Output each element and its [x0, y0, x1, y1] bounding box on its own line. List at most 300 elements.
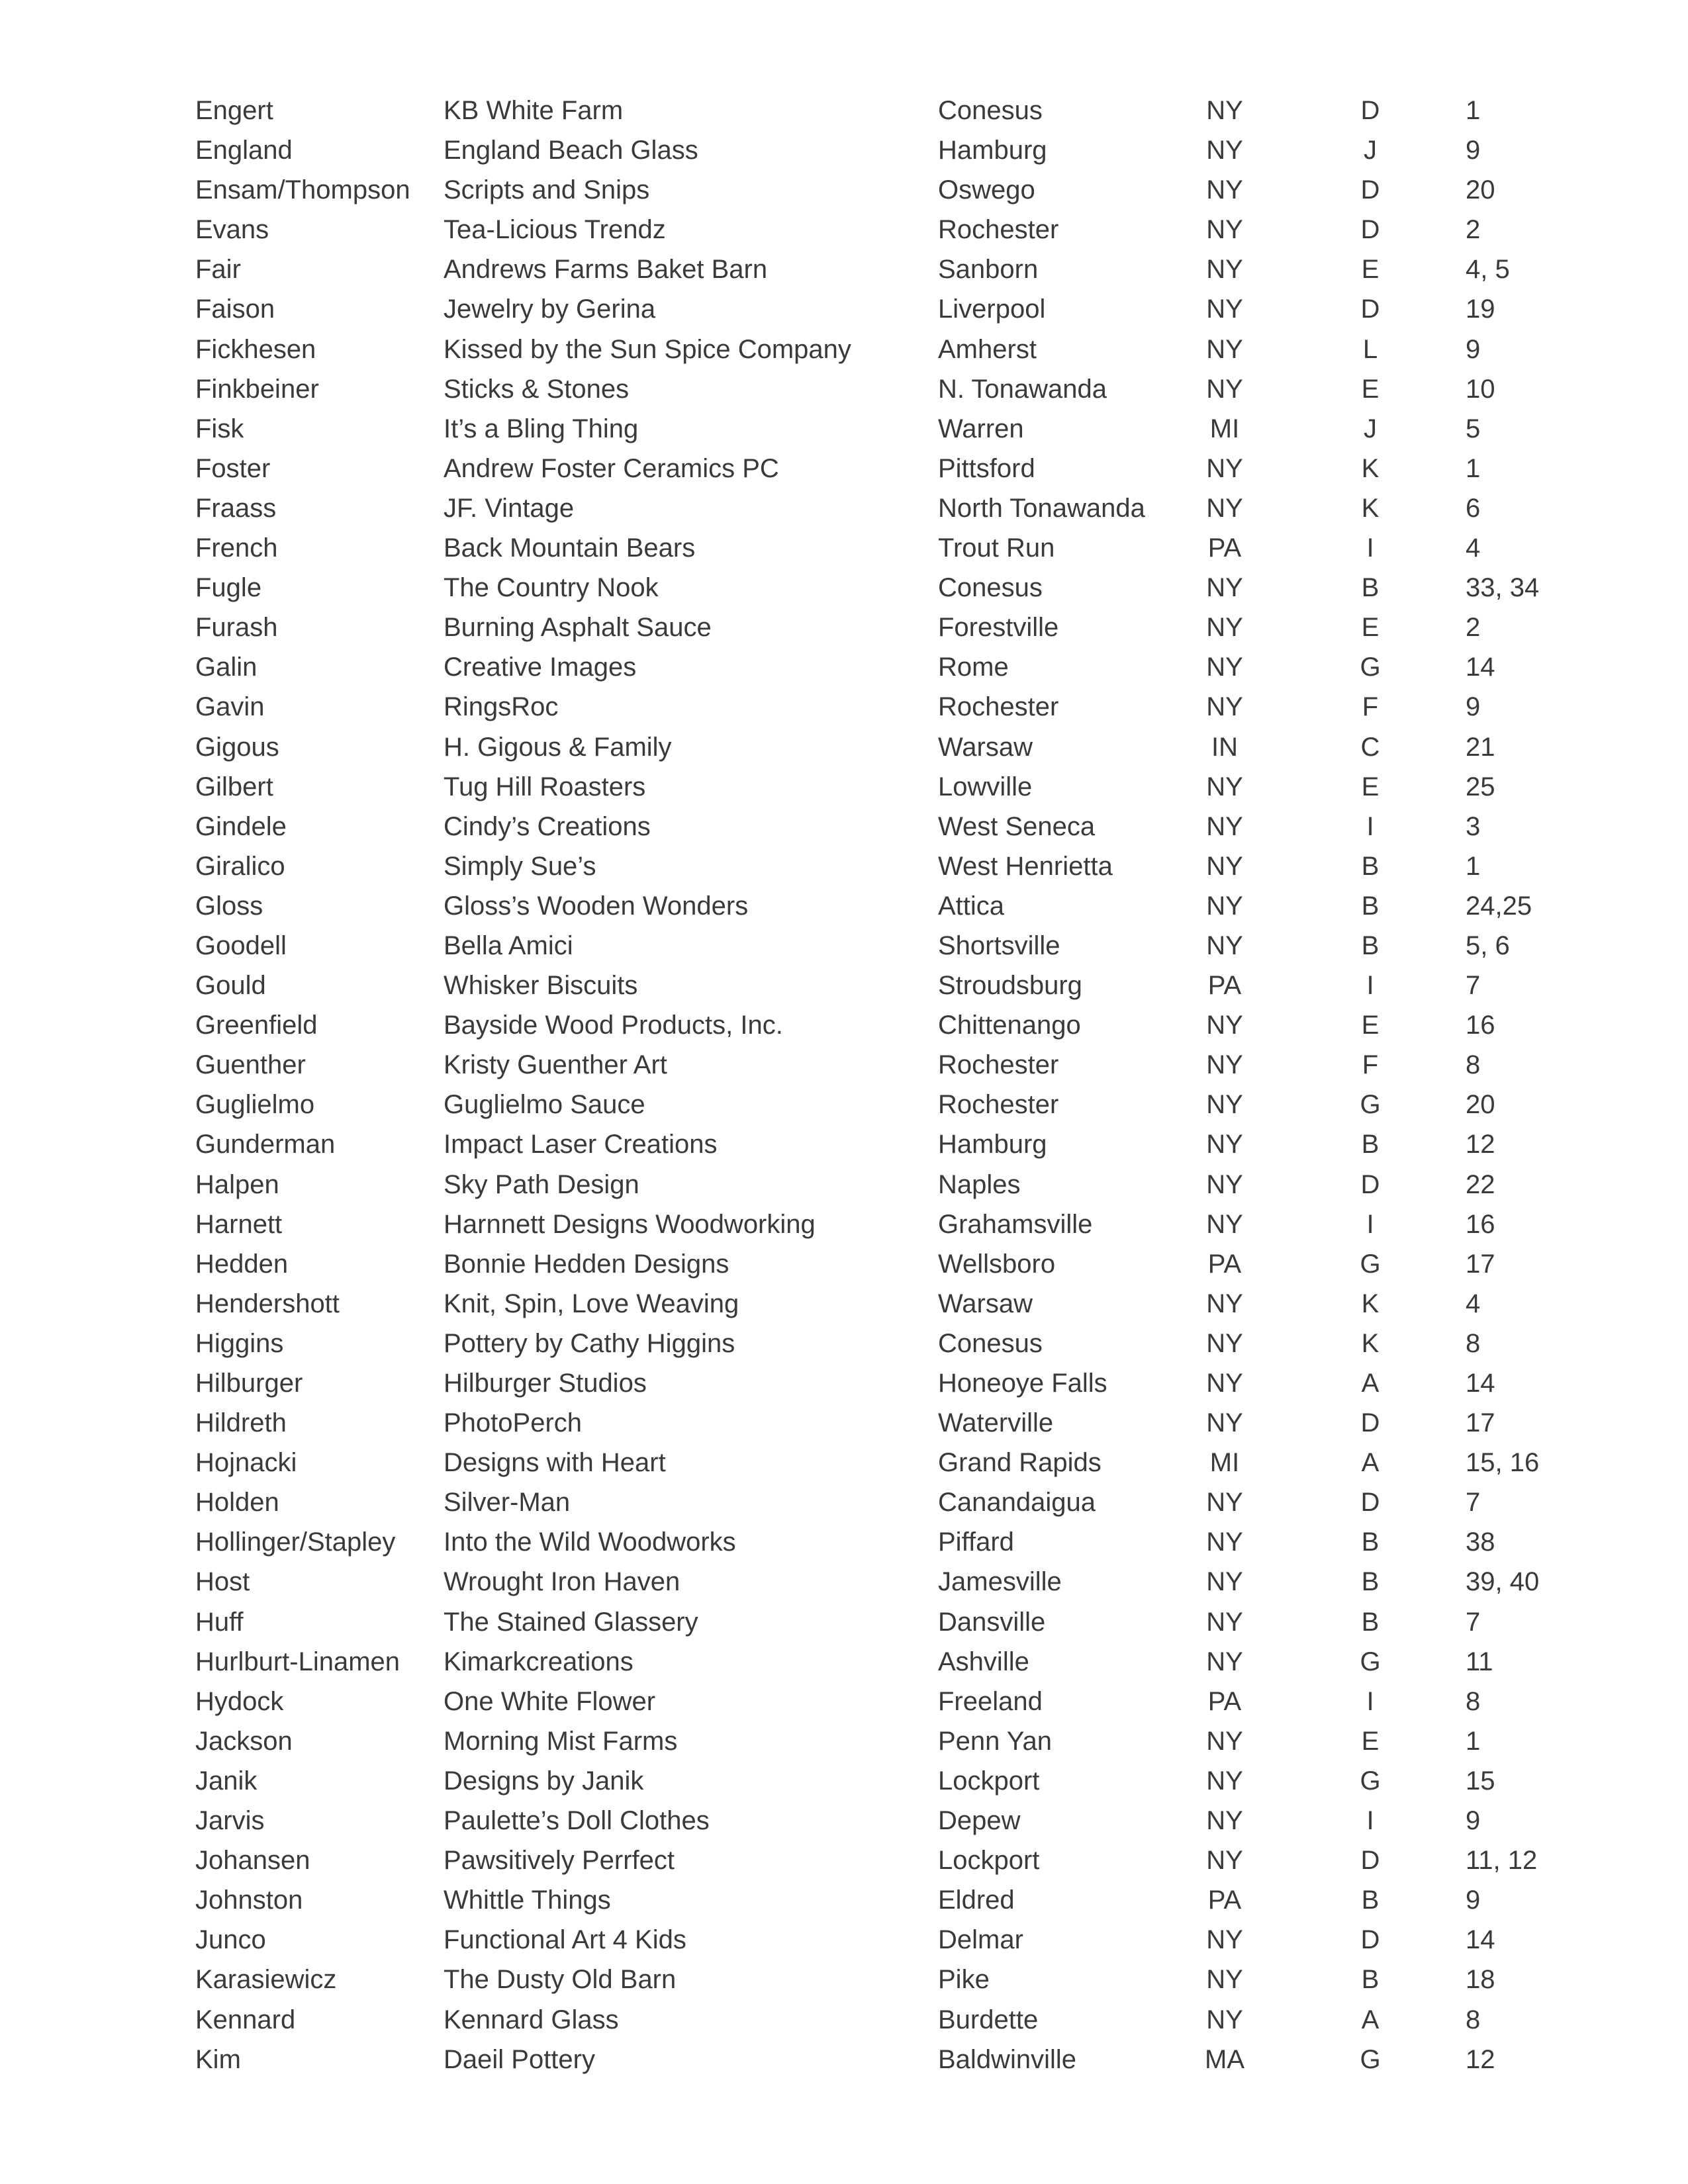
vendor-city: Attica [938, 891, 1005, 921]
vendor-business-name: Creative Images [444, 653, 637, 682]
vendor-row [0, 1005, 1688, 1045]
vendor-aisle: G [1360, 1647, 1381, 1676]
vendor-aisle: B [1361, 891, 1380, 921]
vendor-booth: 1 [1466, 453, 1481, 483]
vendor-aisle: B [1361, 573, 1380, 603]
vendor-business-name: RingsRoc [444, 692, 559, 722]
vendor-aisle: B [1361, 1886, 1380, 1915]
vendor-row [0, 1642, 1688, 1682]
vendor-state: NY [1206, 1607, 1243, 1637]
vendor-booth: 8 [1466, 1328, 1481, 1358]
vendor-last-name: Gloss [195, 891, 263, 921]
vendor-business-name: Daeil Pottery [444, 2044, 595, 2074]
vendor-business-name: The Country Nook [444, 573, 659, 603]
vendor-booth: 20 [1466, 1090, 1495, 1120]
vendor-booth: 14 [1466, 653, 1495, 682]
vendor-state: NY [1206, 295, 1243, 324]
vendor-aisle: F [1362, 1050, 1379, 1080]
vendor-aisle: C [1360, 732, 1380, 762]
vendor-row [0, 369, 1688, 409]
vendor-city: Pittsford [938, 453, 1035, 483]
vendor-booth: 1 [1466, 1726, 1481, 1756]
vendor-city: Stroudsburg [938, 971, 1082, 1001]
vendor-last-name: Holden [195, 1488, 279, 1518]
vendor-last-name: Halpen [195, 1169, 279, 1199]
vendor-last-name: Gavin [195, 692, 265, 722]
vendor-business-name: Whisker Biscuits [444, 971, 638, 1001]
vendor-row [0, 1682, 1688, 1721]
vendor-last-name: Foster [195, 453, 271, 483]
vendor-last-name: Ensam/Thompson [195, 175, 410, 205]
vendor-last-name: Karasiewicz [195, 1965, 337, 1995]
vendor-aisle: D [1360, 215, 1380, 245]
vendor-aisle: I [1366, 971, 1374, 1001]
vendor-state: PA [1207, 1686, 1242, 1716]
vendor-aisle: G [1360, 2044, 1381, 2074]
vendor-last-name: Fisk [195, 414, 244, 443]
vendor-row [0, 1920, 1688, 1960]
vendor-city: Liverpool [938, 295, 1046, 324]
vendor-business-name: Functional Art 4 Kids [444, 1925, 686, 1955]
vendor-aisle: I [1366, 811, 1374, 841]
vendor-city: Wellsboro [938, 1249, 1056, 1279]
vendor-city: Shortsville [938, 931, 1060, 960]
vendor-aisle: E [1361, 772, 1380, 801]
vendor-aisle: B [1361, 851, 1380, 881]
vendor-state: NY [1206, 1090, 1243, 1120]
vendor-booth: 9 [1466, 1886, 1481, 1915]
vendor-row [0, 2040, 1688, 2079]
vendor-business-name: Simply Sue’s [444, 851, 596, 881]
vendor-state: NY [1206, 1806, 1243, 1836]
vendor-booth: 14 [1466, 1925, 1495, 1955]
vendor-booth: 5 [1466, 414, 1481, 443]
vendor-row [0, 1324, 1688, 1363]
vendor-row [0, 687, 1688, 727]
vendor-city: Hamburg [938, 136, 1047, 165]
vendor-booth: 17 [1466, 1249, 1495, 1279]
vendor-booth: 24,25 [1466, 891, 1532, 921]
vendor-booth: 21 [1466, 732, 1495, 762]
vendor-aisle: B [1361, 1567, 1380, 1597]
vendor-last-name: Fugle [195, 573, 262, 603]
vendor-city: Warsaw [938, 1289, 1033, 1318]
vendor-state: NY [1206, 334, 1243, 364]
vendor-booth: 16 [1466, 1011, 1495, 1040]
vendor-row [0, 1562, 1688, 1602]
vendor-business-name: Morning Mist Farms [444, 1726, 678, 1756]
vendor-business-name: Burning Asphalt Sauce [444, 613, 712, 643]
vendor-aisle: D [1360, 1408, 1380, 1438]
vendor-row [0, 966, 1688, 1005]
vendor-row [0, 1205, 1688, 1244]
vendor-city: Hamburg [938, 1130, 1047, 1160]
vendor-state: NY [1206, 573, 1243, 603]
vendor-row [0, 926, 1688, 966]
vendor-business-name: Sky Path Design [444, 1169, 639, 1199]
vendor-aisle: I [1366, 1209, 1374, 1239]
vendor-state: NY [1206, 136, 1243, 165]
vendor-city: Naples [938, 1169, 1021, 1199]
vendor-aisle: A [1361, 1448, 1380, 1478]
vendor-state: NY [1206, 493, 1243, 523]
vendor-booth: 15 [1466, 1766, 1495, 1796]
vendor-row [0, 409, 1688, 449]
vendor-business-name: Bayside Wood Products, Inc. [444, 1011, 783, 1040]
vendor-booth: 18 [1466, 1965, 1495, 1995]
vendor-last-name: Gigous [195, 732, 279, 762]
vendor-state: NY [1206, 96, 1243, 125]
vendor-booth: 2 [1466, 215, 1481, 245]
vendor-booth: 11, 12 [1466, 1846, 1538, 1876]
vendor-business-name: Kennard Glass [444, 2005, 619, 2034]
vendor-row [0, 568, 1688, 608]
vendor-booth: 6 [1466, 493, 1481, 523]
vendor-booth: 7 [1466, 1607, 1481, 1637]
vendor-row [0, 1284, 1688, 1324]
vendor-last-name: Fraass [195, 493, 277, 523]
vendor-city: Waterville [938, 1408, 1054, 1438]
vendor-row [0, 210, 1688, 250]
vendor-state: NY [1206, 613, 1243, 643]
vendor-row [0, 807, 1688, 846]
vendor-aisle: D [1360, 1488, 1380, 1518]
vendor-aisle: K [1361, 1289, 1380, 1318]
vendor-state: IN [1211, 732, 1238, 762]
vendor-last-name: Hydock [195, 1686, 284, 1716]
vendor-state: NY [1206, 851, 1243, 881]
vendor-state: NY [1206, 1369, 1243, 1398]
vendor-state: NY [1206, 772, 1243, 801]
vendor-state: NY [1206, 1846, 1243, 1876]
vendor-city: Jamesville [938, 1567, 1062, 1597]
vendor-state: PA [1207, 1249, 1242, 1279]
vendor-booth: 4 [1466, 1289, 1481, 1318]
vendor-city: Honeoye Falls [938, 1369, 1107, 1398]
vendor-business-name: The Stained Glassery [444, 1607, 698, 1637]
vendor-business-name: Guglielmo Sauce [444, 1090, 645, 1120]
vendor-city: Amherst [938, 334, 1037, 364]
vendor-state: PA [1207, 971, 1242, 1001]
vendor-row [0, 1482, 1688, 1522]
vendor-aisle: G [1360, 653, 1381, 682]
vendor-last-name: Jackson [195, 1726, 293, 1756]
vendor-row [0, 250, 1688, 289]
vendor-aisle: D [1360, 1925, 1380, 1955]
vendor-state: NY [1206, 1647, 1243, 1676]
vendor-booth: 1 [1466, 851, 1481, 881]
vendor-last-name: Greenfield [195, 1011, 318, 1040]
vendor-state: NY [1206, 1488, 1243, 1518]
vendor-state: NY [1206, 215, 1243, 245]
vendor-business-name: Andrews Farms Baket Barn [444, 255, 768, 285]
vendor-row [0, 1443, 1688, 1482]
vendor-last-name: Junco [195, 1925, 266, 1955]
vendor-state: NY [1206, 255, 1243, 285]
vendor-last-name: Host [195, 1567, 250, 1597]
vendor-row [0, 767, 1688, 807]
vendor-aisle: F [1362, 692, 1379, 722]
vendor-business-name: Wrought Iron Haven [444, 1567, 680, 1597]
vendor-booth: 9 [1466, 692, 1481, 722]
vendor-aisle: B [1361, 931, 1380, 960]
vendor-row [0, 1124, 1688, 1164]
vendor-booth: 9 [1466, 1806, 1481, 1836]
vendor-aisle: B [1361, 1527, 1380, 1557]
vendor-last-name: Gould [195, 971, 266, 1001]
vendor-state: MI [1209, 414, 1240, 443]
vendor-booth: 19 [1466, 295, 1495, 324]
vendor-last-name: Hilburger [195, 1369, 303, 1398]
vendor-city: Rochester [938, 1050, 1059, 1080]
vendor-last-name: Kim [195, 2044, 241, 2074]
vendor-booth: 12 [1466, 1130, 1495, 1160]
vendor-city: Trout Run [938, 533, 1055, 563]
vendor-business-name: England Beach Glass [444, 136, 698, 165]
vendor-state: NY [1206, 653, 1243, 682]
vendor-last-name: Hurlburt-Linamen [195, 1647, 400, 1676]
vendor-city: N. Tonawanda [938, 374, 1107, 404]
vendor-business-name: Pawsitively Perrfect [444, 1846, 675, 1876]
vendor-city: Forestville [938, 613, 1059, 643]
vendor-row [0, 1085, 1688, 1124]
vendor-last-name: Gunderman [195, 1130, 336, 1160]
vendor-booth: 1 [1466, 96, 1481, 125]
vendor-last-name: Gilbert [195, 772, 273, 801]
vendor-business-name: Jewelry by Gerina [444, 295, 656, 324]
vendor-row [0, 1165, 1688, 1205]
vendor-business-name: Andrew Foster Ceramics PC [444, 453, 779, 483]
vendor-row [0, 1761, 1688, 1801]
vendor-row [0, 1244, 1688, 1284]
vendor-booth: 9 [1466, 334, 1481, 364]
vendor-business-name: Kissed by the Sun Spice Company [444, 334, 851, 364]
vendor-booth: 4 [1466, 533, 1481, 563]
vendor-business-name: H. Gigous & Family [444, 732, 672, 762]
vendor-city: Eldred [938, 1886, 1015, 1915]
vendor-city: Lockport [938, 1846, 1040, 1876]
vendor-state: MI [1209, 1448, 1240, 1478]
vendor-aisle: A [1361, 1369, 1380, 1398]
vendor-city: Grand Rapids [938, 1448, 1102, 1478]
vendor-business-name: Into the Wild Woodworks [444, 1527, 736, 1557]
vendor-state: NY [1206, 931, 1243, 960]
vendor-row [0, 1721, 1688, 1761]
vendor-city: Piffard [938, 1527, 1014, 1557]
vendor-last-name: Hollinger/Stapley [195, 1527, 396, 1557]
vendor-business-name: Cindy’s Creations [444, 811, 651, 841]
vendor-row [0, 846, 1688, 886]
vendor-booth: 10 [1466, 374, 1495, 404]
vendor-aisle: D [1360, 175, 1380, 205]
vendor-state: NY [1206, 891, 1243, 921]
vendor-row [0, 170, 1688, 210]
vendor-row [0, 1960, 1688, 1999]
vendor-aisle: E [1361, 613, 1380, 643]
vendor-aisle: I [1366, 1806, 1374, 1836]
vendor-state: NY [1206, 1726, 1243, 1756]
vendor-business-name: Hilburger Studios [444, 1369, 647, 1398]
vendor-business-name: Designs by Janik [444, 1766, 644, 1796]
vendor-aisle: K [1361, 1328, 1380, 1358]
vendor-business-name: It’s a Bling Thing [444, 414, 639, 443]
vendor-aisle: G [1360, 1766, 1381, 1796]
vendor-last-name: Higgins [195, 1328, 284, 1358]
vendor-city: Conesus [938, 1328, 1043, 1358]
vendor-business-name: PhotoPerch [444, 1408, 583, 1438]
vendor-booth: 14 [1466, 1369, 1495, 1398]
vendor-booth: 8 [1466, 1050, 1481, 1080]
vendor-row [0, 1841, 1688, 1880]
vendor-business-name: KB White Farm [444, 96, 624, 125]
vendor-last-name: Hildreth [195, 1408, 287, 1438]
vendor-business-name: Scripts and Snips [444, 175, 650, 205]
vendor-city: Lowville [938, 772, 1033, 801]
vendor-business-name: Kimarkcreations [444, 1647, 633, 1676]
vendor-business-name: Whittle Things [444, 1886, 611, 1915]
vendor-last-name: Hedden [195, 1249, 289, 1279]
vendor-row [0, 1602, 1688, 1642]
vendor-business-name: Bella Amici [444, 931, 573, 960]
vendor-aisle: B [1361, 1130, 1380, 1160]
vendor-last-name: Finkbeiner [195, 374, 319, 404]
vendor-city: Grahamsville [938, 1209, 1093, 1239]
vendor-row [0, 330, 1688, 369]
vendor-aisle: E [1361, 374, 1380, 404]
vendor-business-name: JF. Vintage [444, 493, 575, 523]
vendor-booth: 22 [1466, 1169, 1495, 1199]
vendor-state: NY [1206, 1130, 1243, 1160]
vendor-last-name: Engert [195, 96, 273, 125]
vendor-state: NY [1206, 1209, 1243, 1239]
vendor-row [0, 1880, 1688, 1920]
vendor-row [0, 488, 1688, 528]
vendor-row [0, 91, 1688, 130]
vendor-city: Pike [938, 1965, 990, 1995]
vendor-aisle: J [1364, 414, 1377, 443]
vendor-last-name: Galin [195, 653, 258, 682]
vendor-city: Baldwinville [938, 2044, 1076, 2074]
vendor-row [0, 1045, 1688, 1085]
vendor-city: Burdette [938, 2005, 1039, 2034]
vendor-state: NY [1206, 1289, 1243, 1318]
vendor-booth: 11 [1466, 1647, 1493, 1676]
vendor-booth: 3 [1466, 811, 1481, 841]
vendor-business-name: The Dusty Old Barn [444, 1965, 677, 1995]
vendor-aisle: K [1361, 453, 1380, 483]
vendor-state: NY [1206, 1328, 1243, 1358]
vendor-city: Ashville [938, 1647, 1029, 1676]
vendor-aisle: D [1360, 96, 1380, 125]
vendor-last-name: Giralico [195, 851, 285, 881]
vendor-aisle: E [1361, 1726, 1380, 1756]
vendor-state: NY [1206, 811, 1243, 841]
vendor-booth: 8 [1466, 1686, 1481, 1716]
vendor-state: NY [1206, 1965, 1243, 1995]
vendor-business-name: Tea-Licious Trendz [444, 215, 666, 245]
vendor-last-name: Evans [195, 215, 269, 245]
vendor-last-name: Kennard [195, 2005, 296, 2034]
vendor-last-name: Jarvis [195, 1806, 265, 1836]
vendor-business-name: One White Flower [444, 1686, 656, 1716]
vendor-row [0, 1522, 1688, 1562]
vendor-aisle: I [1366, 533, 1374, 563]
vendor-state: NY [1206, 453, 1243, 483]
vendor-booth: 33, 34 [1466, 573, 1540, 603]
vendor-business-name: Impact Laser Creations [444, 1130, 718, 1160]
vendor-aisle: A [1361, 2005, 1380, 2034]
vendor-last-name: England [195, 136, 293, 165]
vendor-business-name: Sticks & Stones [444, 374, 630, 404]
vendor-last-name: Janik [195, 1766, 258, 1796]
vendor-city: Penn Yan [938, 1726, 1053, 1756]
vendor-list [0, 91, 1688, 2079]
vendor-state: PA [1207, 533, 1242, 563]
vendor-row [0, 130, 1688, 170]
vendor-state: NY [1206, 1567, 1243, 1597]
vendor-last-name: Fickhesen [195, 334, 316, 364]
vendor-last-name: French [195, 533, 278, 563]
vendor-last-name: Harnett [195, 1209, 283, 1239]
vendor-business-name: Harnnett Designs Woodworking [444, 1209, 816, 1239]
vendor-booth: 16 [1466, 1209, 1495, 1239]
vendor-last-name: Johnston [195, 1886, 303, 1915]
vendor-state: NY [1206, 2005, 1243, 2034]
vendor-state: PA [1207, 1886, 1242, 1915]
vendor-booth: 39, 40 [1466, 1567, 1540, 1597]
vendor-row [0, 1801, 1688, 1841]
vendor-row [0, 2000, 1688, 2040]
vendor-business-name: Silver-Man [444, 1488, 571, 1518]
vendor-booth: 38 [1466, 1527, 1495, 1557]
vendor-row [0, 727, 1688, 767]
vendor-last-name: Goodell [195, 931, 287, 960]
vendor-booth: 8 [1466, 2005, 1481, 2034]
vendor-state: NY [1206, 374, 1243, 404]
vendor-aisle: B [1361, 1965, 1380, 1995]
vendor-city: Canandaigua [938, 1488, 1096, 1518]
vendor-aisle: D [1360, 1169, 1380, 1199]
vendor-last-name: Guglielmo [195, 1090, 315, 1120]
vendor-booth: 7 [1466, 971, 1481, 1001]
vendor-last-name: Johansen [195, 1846, 310, 1876]
vendor-aisle: E [1361, 255, 1380, 285]
vendor-business-name: Gloss’s Wooden Wonders [444, 891, 749, 921]
vendor-city: Delmar [938, 1925, 1023, 1955]
vendor-city: Sanborn [938, 255, 1039, 285]
vendor-city: Depew [938, 1806, 1021, 1836]
vendor-city: West Henrietta [938, 851, 1113, 881]
vendor-booth: 25 [1466, 772, 1495, 801]
vendor-last-name: Guenther [195, 1050, 306, 1080]
vendor-row [0, 1403, 1688, 1443]
vendor-aisle: D [1360, 1846, 1380, 1876]
vendor-business-name: Knit, Spin, Love Weaving [444, 1289, 739, 1318]
vendor-city: Lockport [938, 1766, 1040, 1796]
vendor-row [0, 289, 1688, 329]
vendor-city: Warsaw [938, 732, 1033, 762]
vendor-state: NY [1206, 1169, 1243, 1199]
vendor-last-name: Gindele [195, 811, 287, 841]
vendor-city: Chittenango [938, 1011, 1081, 1040]
vendor-state: NY [1206, 1408, 1243, 1438]
vendor-row [0, 647, 1688, 687]
vendor-business-name: Back Mountain Bears [444, 533, 696, 563]
vendor-city: Rochester [938, 215, 1059, 245]
vendor-aisle: E [1361, 1011, 1380, 1040]
vendor-state: NY [1206, 692, 1243, 722]
vendor-row [0, 528, 1688, 568]
